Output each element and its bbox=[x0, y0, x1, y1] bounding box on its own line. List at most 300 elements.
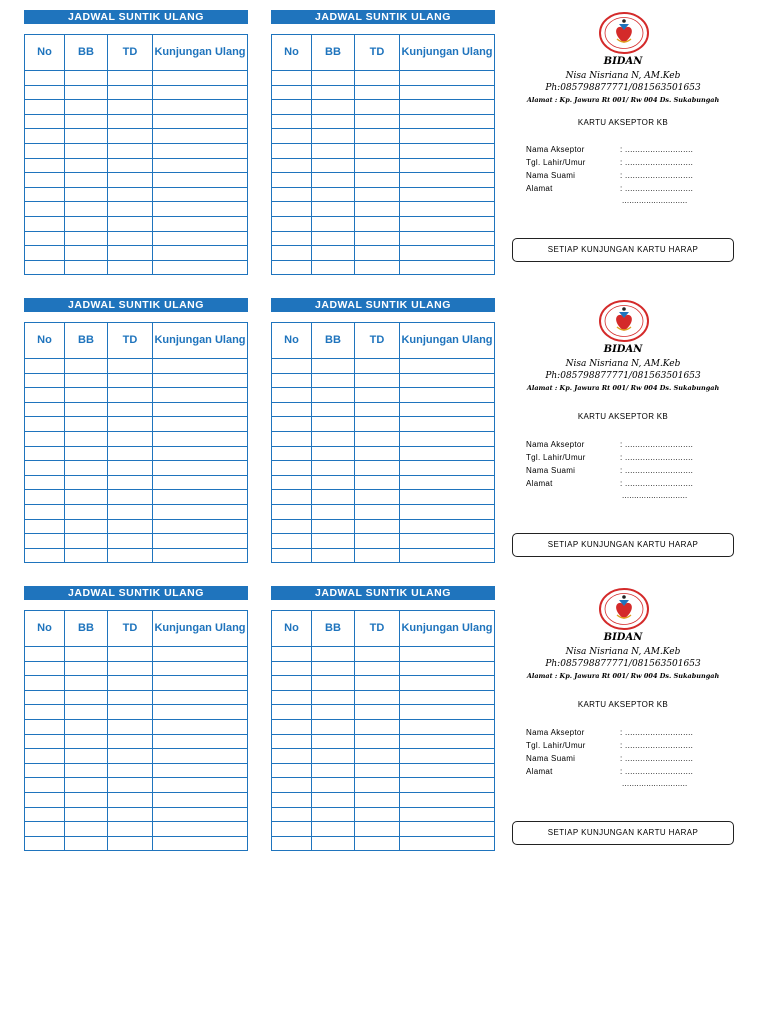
cell-no[interactable] bbox=[272, 446, 312, 461]
cell-td[interactable] bbox=[108, 676, 153, 691]
cell-no[interactable] bbox=[25, 475, 65, 490]
field-blank[interactable]: : ........................... bbox=[620, 466, 694, 475]
cell-kunjungan[interactable] bbox=[400, 661, 495, 676]
cell-no[interactable] bbox=[272, 690, 312, 705]
cell-td[interactable] bbox=[108, 661, 153, 676]
cell-kunjungan[interactable] bbox=[400, 114, 495, 129]
cell-bb[interactable] bbox=[312, 114, 355, 129]
cell-bb[interactable] bbox=[65, 246, 108, 261]
cell-bb[interactable] bbox=[312, 216, 355, 231]
cell-td[interactable] bbox=[355, 187, 400, 202]
cell-td[interactable] bbox=[108, 187, 153, 202]
cell-td[interactable] bbox=[108, 778, 153, 793]
field-blank[interactable]: : ........................... bbox=[620, 158, 694, 167]
cell-td[interactable] bbox=[355, 822, 400, 837]
cell-no[interactable] bbox=[25, 676, 65, 691]
cell-kunjungan[interactable] bbox=[153, 373, 248, 388]
cell-no[interactable] bbox=[272, 822, 312, 837]
cell-bb[interactable] bbox=[312, 676, 355, 691]
cell-bb[interactable] bbox=[312, 143, 355, 158]
cell-bb[interactable] bbox=[312, 719, 355, 734]
cell-td[interactable] bbox=[355, 504, 400, 519]
cell-bb[interactable] bbox=[312, 100, 355, 115]
cell-kunjungan[interactable] bbox=[400, 690, 495, 705]
cell-kunjungan[interactable] bbox=[400, 676, 495, 691]
cell-bb[interactable] bbox=[312, 85, 355, 100]
cell-bb[interactable] bbox=[312, 173, 355, 188]
cell-kunjungan[interactable] bbox=[153, 548, 248, 563]
cell-bb[interactable] bbox=[65, 388, 108, 403]
cell-bb[interactable] bbox=[312, 202, 355, 217]
cell-no[interactable] bbox=[25, 359, 65, 374]
cell-kunjungan[interactable] bbox=[153, 647, 248, 662]
field-blank[interactable]: : ........................... bbox=[620, 728, 694, 737]
field-alamat-continued[interactable]: ........................... bbox=[622, 779, 688, 788]
cell-no[interactable] bbox=[25, 705, 65, 720]
cell-bb[interactable] bbox=[312, 490, 355, 505]
cell-no[interactable] bbox=[25, 373, 65, 388]
cell-bb[interactable] bbox=[65, 749, 108, 764]
cell-no[interactable] bbox=[25, 792, 65, 807]
cell-no[interactable] bbox=[25, 719, 65, 734]
cell-bb[interactable] bbox=[312, 647, 355, 662]
cell-kunjungan[interactable] bbox=[153, 690, 248, 705]
cell-no[interactable] bbox=[272, 836, 312, 851]
cell-kunjungan[interactable] bbox=[153, 260, 248, 275]
cell-kunjungan[interactable] bbox=[400, 129, 495, 144]
cell-kunjungan[interactable] bbox=[400, 143, 495, 158]
cell-no[interactable] bbox=[25, 114, 65, 129]
cell-no[interactable] bbox=[272, 778, 312, 793]
cell-td[interactable] bbox=[108, 807, 153, 822]
cell-bb[interactable] bbox=[312, 246, 355, 261]
cell-kunjungan[interactable] bbox=[400, 71, 495, 86]
cell-no[interactable] bbox=[272, 807, 312, 822]
cell-no[interactable] bbox=[272, 359, 312, 374]
cell-no[interactable] bbox=[272, 373, 312, 388]
cell-kunjungan[interactable] bbox=[400, 85, 495, 100]
cell-td[interactable] bbox=[108, 504, 153, 519]
cell-kunjungan[interactable] bbox=[153, 534, 248, 549]
cell-td[interactable] bbox=[108, 519, 153, 534]
cell-no[interactable] bbox=[25, 661, 65, 676]
cell-bb[interactable] bbox=[65, 519, 108, 534]
cell-kunjungan[interactable] bbox=[153, 734, 248, 749]
cell-td[interactable] bbox=[108, 402, 153, 417]
cell-kunjungan[interactable] bbox=[153, 475, 248, 490]
cell-bb[interactable] bbox=[312, 359, 355, 374]
cell-no[interactable] bbox=[272, 246, 312, 261]
cell-kunjungan[interactable] bbox=[153, 187, 248, 202]
cell-bb[interactable] bbox=[65, 231, 108, 246]
cell-kunjungan[interactable] bbox=[400, 446, 495, 461]
field-blank[interactable]: : ........................... bbox=[620, 754, 694, 763]
cell-bb[interactable] bbox=[65, 187, 108, 202]
cell-no[interactable] bbox=[25, 143, 65, 158]
cell-no[interactable] bbox=[25, 490, 65, 505]
cell-td[interactable] bbox=[355, 534, 400, 549]
cell-no[interactable] bbox=[272, 402, 312, 417]
cell-td[interactable] bbox=[108, 446, 153, 461]
cell-no[interactable] bbox=[25, 749, 65, 764]
cell-no[interactable] bbox=[272, 792, 312, 807]
cell-bb[interactable] bbox=[65, 836, 108, 851]
cell-bb[interactable] bbox=[312, 807, 355, 822]
cell-no[interactable] bbox=[25, 187, 65, 202]
cell-bb[interactable] bbox=[312, 534, 355, 549]
cell-bb[interactable] bbox=[312, 373, 355, 388]
cell-no[interactable] bbox=[272, 461, 312, 476]
cell-no[interactable] bbox=[25, 778, 65, 793]
cell-no[interactable] bbox=[25, 461, 65, 476]
cell-bb[interactable] bbox=[65, 359, 108, 374]
cell-kunjungan[interactable] bbox=[153, 129, 248, 144]
cell-no[interactable] bbox=[25, 71, 65, 86]
cell-no[interactable] bbox=[25, 216, 65, 231]
cell-bb[interactable] bbox=[65, 534, 108, 549]
cell-no[interactable] bbox=[25, 246, 65, 261]
cell-bb[interactable] bbox=[312, 822, 355, 837]
cell-no[interactable] bbox=[272, 519, 312, 534]
cell-kunjungan[interactable] bbox=[400, 647, 495, 662]
cell-kunjungan[interactable] bbox=[153, 807, 248, 822]
cell-kunjungan[interactable] bbox=[153, 100, 248, 115]
cell-no[interactable] bbox=[272, 260, 312, 275]
cell-no[interactable] bbox=[25, 647, 65, 662]
cell-td[interactable] bbox=[108, 129, 153, 144]
cell-kunjungan[interactable] bbox=[153, 822, 248, 837]
cell-kunjungan[interactable] bbox=[153, 85, 248, 100]
cell-td[interactable] bbox=[108, 548, 153, 563]
cell-kunjungan[interactable] bbox=[153, 504, 248, 519]
cell-bb[interactable] bbox=[65, 85, 108, 100]
cell-no[interactable] bbox=[272, 504, 312, 519]
field-blank[interactable]: : ........................... bbox=[620, 145, 694, 154]
cell-kunjungan[interactable] bbox=[153, 173, 248, 188]
cell-bb[interactable] bbox=[65, 129, 108, 144]
cell-kunjungan[interactable] bbox=[400, 461, 495, 476]
cell-kunjungan[interactable] bbox=[153, 792, 248, 807]
cell-kunjungan[interactable] bbox=[153, 836, 248, 851]
cell-bb[interactable] bbox=[312, 778, 355, 793]
cell-td[interactable] bbox=[355, 85, 400, 100]
cell-bb[interactable] bbox=[65, 661, 108, 676]
cell-kunjungan[interactable] bbox=[153, 388, 248, 403]
cell-no[interactable] bbox=[272, 705, 312, 720]
cell-bb[interactable] bbox=[65, 143, 108, 158]
cell-bb[interactable] bbox=[65, 475, 108, 490]
cell-td[interactable] bbox=[355, 836, 400, 851]
cell-td[interactable] bbox=[355, 114, 400, 129]
cell-kunjungan[interactable] bbox=[400, 548, 495, 563]
cell-kunjungan[interactable] bbox=[153, 519, 248, 534]
cell-bb[interactable] bbox=[312, 402, 355, 417]
cell-no[interactable] bbox=[25, 836, 65, 851]
field-blank[interactable]: : ........................... bbox=[620, 479, 694, 488]
cell-no[interactable] bbox=[25, 822, 65, 837]
cell-td[interactable] bbox=[355, 763, 400, 778]
cell-td[interactable] bbox=[355, 705, 400, 720]
cell-no[interactable] bbox=[25, 734, 65, 749]
cell-no[interactable] bbox=[25, 158, 65, 173]
cell-bb[interactable] bbox=[65, 822, 108, 837]
cell-no[interactable] bbox=[272, 734, 312, 749]
cell-bb[interactable] bbox=[312, 158, 355, 173]
cell-no[interactable] bbox=[25, 431, 65, 446]
cell-bb[interactable] bbox=[65, 100, 108, 115]
cell-kunjungan[interactable] bbox=[400, 792, 495, 807]
cell-bb[interactable] bbox=[65, 548, 108, 563]
cell-td[interactable] bbox=[108, 534, 153, 549]
cell-td[interactable] bbox=[355, 778, 400, 793]
cell-kunjungan[interactable] bbox=[400, 260, 495, 275]
cell-no[interactable] bbox=[25, 763, 65, 778]
field-blank[interactable]: : ........................... bbox=[620, 184, 694, 193]
cell-kunjungan[interactable] bbox=[153, 71, 248, 86]
cell-kunjungan[interactable] bbox=[153, 676, 248, 691]
cell-td[interactable] bbox=[355, 519, 400, 534]
cell-no[interactable] bbox=[25, 548, 65, 563]
cell-kunjungan[interactable] bbox=[400, 216, 495, 231]
cell-no[interactable] bbox=[272, 114, 312, 129]
cell-kunjungan[interactable] bbox=[400, 504, 495, 519]
cell-td[interactable] bbox=[108, 100, 153, 115]
cell-td[interactable] bbox=[355, 373, 400, 388]
cell-bb[interactable] bbox=[65, 676, 108, 691]
cell-bb[interactable] bbox=[65, 504, 108, 519]
cell-kunjungan[interactable] bbox=[153, 417, 248, 432]
cell-kunjungan[interactable] bbox=[153, 216, 248, 231]
cell-td[interactable] bbox=[355, 807, 400, 822]
cell-no[interactable] bbox=[272, 85, 312, 100]
cell-kunjungan[interactable] bbox=[400, 778, 495, 793]
cell-td[interactable] bbox=[355, 719, 400, 734]
cell-td[interactable] bbox=[355, 246, 400, 261]
cell-kunjungan[interactable] bbox=[400, 534, 495, 549]
cell-no[interactable] bbox=[272, 661, 312, 676]
cell-td[interactable] bbox=[108, 417, 153, 432]
cell-td[interactable] bbox=[355, 71, 400, 86]
cell-bb[interactable] bbox=[65, 173, 108, 188]
cell-td[interactable] bbox=[355, 475, 400, 490]
cell-td[interactable] bbox=[108, 719, 153, 734]
cell-no[interactable] bbox=[25, 519, 65, 534]
cell-td[interactable] bbox=[108, 114, 153, 129]
cell-no[interactable] bbox=[272, 388, 312, 403]
cell-td[interactable] bbox=[355, 749, 400, 764]
cell-no[interactable] bbox=[272, 749, 312, 764]
cell-td[interactable] bbox=[108, 822, 153, 837]
cell-td[interactable] bbox=[108, 216, 153, 231]
cell-td[interactable] bbox=[108, 836, 153, 851]
cell-no[interactable] bbox=[25, 690, 65, 705]
cell-bb[interactable] bbox=[65, 417, 108, 432]
cell-bb[interactable] bbox=[65, 734, 108, 749]
cell-bb[interactable] bbox=[65, 431, 108, 446]
cell-bb[interactable] bbox=[65, 705, 108, 720]
cell-kunjungan[interactable] bbox=[400, 359, 495, 374]
cell-td[interactable] bbox=[355, 100, 400, 115]
cell-kunjungan[interactable] bbox=[400, 719, 495, 734]
cell-td[interactable] bbox=[108, 475, 153, 490]
cell-no[interactable] bbox=[25, 100, 65, 115]
cell-kunjungan[interactable] bbox=[400, 705, 495, 720]
cell-bb[interactable] bbox=[65, 792, 108, 807]
cell-bb[interactable] bbox=[65, 446, 108, 461]
cell-no[interactable] bbox=[25, 388, 65, 403]
cell-bb[interactable] bbox=[312, 519, 355, 534]
cell-no[interactable] bbox=[25, 260, 65, 275]
field-blank[interactable]: : ........................... bbox=[620, 440, 694, 449]
cell-no[interactable] bbox=[272, 475, 312, 490]
cell-td[interactable] bbox=[355, 129, 400, 144]
cell-kunjungan[interactable] bbox=[400, 822, 495, 837]
cell-bb[interactable] bbox=[312, 388, 355, 403]
cell-kunjungan[interactable] bbox=[400, 431, 495, 446]
cell-td[interactable] bbox=[355, 143, 400, 158]
cell-kunjungan[interactable] bbox=[153, 778, 248, 793]
field-blank[interactable]: : ........................... bbox=[620, 453, 694, 462]
cell-bb[interactable] bbox=[312, 231, 355, 246]
cell-no[interactable] bbox=[272, 187, 312, 202]
cell-td[interactable] bbox=[108, 431, 153, 446]
cell-no[interactable] bbox=[272, 534, 312, 549]
cell-kunjungan[interactable] bbox=[153, 431, 248, 446]
cell-td[interactable] bbox=[355, 792, 400, 807]
cell-no[interactable] bbox=[25, 85, 65, 100]
cell-td[interactable] bbox=[108, 85, 153, 100]
cell-kunjungan[interactable] bbox=[153, 246, 248, 261]
cell-td[interactable] bbox=[355, 690, 400, 705]
cell-kunjungan[interactable] bbox=[400, 173, 495, 188]
cell-bb[interactable] bbox=[312, 446, 355, 461]
cell-td[interactable] bbox=[108, 461, 153, 476]
cell-bb[interactable] bbox=[312, 836, 355, 851]
cell-kunjungan[interactable] bbox=[400, 187, 495, 202]
cell-bb[interactable] bbox=[312, 705, 355, 720]
cell-td[interactable] bbox=[108, 359, 153, 374]
cell-td[interactable] bbox=[108, 71, 153, 86]
cell-no[interactable] bbox=[272, 129, 312, 144]
cell-td[interactable] bbox=[108, 705, 153, 720]
cell-no[interactable] bbox=[25, 129, 65, 144]
cell-kunjungan[interactable] bbox=[400, 475, 495, 490]
cell-kunjungan[interactable] bbox=[400, 231, 495, 246]
cell-no[interactable] bbox=[272, 719, 312, 734]
cell-td[interactable] bbox=[355, 647, 400, 662]
cell-kunjungan[interactable] bbox=[400, 836, 495, 851]
cell-td[interactable] bbox=[355, 490, 400, 505]
cell-no[interactable] bbox=[25, 446, 65, 461]
cell-no[interactable] bbox=[272, 173, 312, 188]
cell-no[interactable] bbox=[25, 534, 65, 549]
cell-no[interactable] bbox=[272, 202, 312, 217]
cell-td[interactable] bbox=[355, 417, 400, 432]
cell-bb[interactable] bbox=[65, 202, 108, 217]
cell-td[interactable] bbox=[355, 231, 400, 246]
cell-bb[interactable] bbox=[65, 807, 108, 822]
cell-kunjungan[interactable] bbox=[400, 734, 495, 749]
cell-bb[interactable] bbox=[312, 661, 355, 676]
cell-td[interactable] bbox=[108, 202, 153, 217]
cell-no[interactable] bbox=[272, 231, 312, 246]
cell-kunjungan[interactable] bbox=[153, 359, 248, 374]
cell-kunjungan[interactable] bbox=[400, 246, 495, 261]
cell-td[interactable] bbox=[108, 690, 153, 705]
cell-td[interactable] bbox=[108, 246, 153, 261]
cell-kunjungan[interactable] bbox=[400, 763, 495, 778]
cell-kunjungan[interactable] bbox=[400, 807, 495, 822]
cell-td[interactable] bbox=[355, 260, 400, 275]
cell-td[interactable] bbox=[355, 202, 400, 217]
cell-no[interactable] bbox=[272, 763, 312, 778]
cell-no[interactable] bbox=[272, 158, 312, 173]
field-blank[interactable]: : ........................... bbox=[620, 171, 694, 180]
cell-kunjungan[interactable] bbox=[153, 461, 248, 476]
cell-kunjungan[interactable] bbox=[153, 114, 248, 129]
cell-td[interactable] bbox=[108, 231, 153, 246]
field-alamat-continued[interactable]: ........................... bbox=[622, 491, 688, 500]
cell-bb[interactable] bbox=[65, 114, 108, 129]
cell-kunjungan[interactable] bbox=[153, 158, 248, 173]
cell-td[interactable] bbox=[355, 388, 400, 403]
cell-no[interactable] bbox=[272, 548, 312, 563]
cell-bb[interactable] bbox=[312, 548, 355, 563]
cell-kunjungan[interactable] bbox=[153, 402, 248, 417]
cell-td[interactable] bbox=[108, 173, 153, 188]
cell-td[interactable] bbox=[355, 173, 400, 188]
cell-kunjungan[interactable] bbox=[400, 417, 495, 432]
cell-bb[interactable] bbox=[312, 690, 355, 705]
cell-bb[interactable] bbox=[312, 763, 355, 778]
cell-no[interactable] bbox=[25, 417, 65, 432]
cell-no[interactable] bbox=[272, 490, 312, 505]
cell-kunjungan[interactable] bbox=[153, 202, 248, 217]
cell-kunjungan[interactable] bbox=[153, 661, 248, 676]
cell-no[interactable] bbox=[272, 431, 312, 446]
cell-kunjungan[interactable] bbox=[400, 519, 495, 534]
cell-no[interactable] bbox=[272, 417, 312, 432]
cell-td[interactable] bbox=[355, 446, 400, 461]
cell-bb[interactable] bbox=[312, 431, 355, 446]
cell-bb[interactable] bbox=[65, 216, 108, 231]
cell-no[interactable] bbox=[272, 676, 312, 691]
cell-td[interactable] bbox=[355, 661, 400, 676]
cell-bb[interactable] bbox=[65, 373, 108, 388]
field-blank[interactable]: : ........................... bbox=[620, 741, 694, 750]
cell-kunjungan[interactable] bbox=[400, 490, 495, 505]
cell-bb[interactable] bbox=[65, 490, 108, 505]
cell-bb[interactable] bbox=[312, 504, 355, 519]
cell-bb[interactable] bbox=[312, 792, 355, 807]
cell-td[interactable] bbox=[355, 548, 400, 563]
field-alamat-continued[interactable]: ........................... bbox=[622, 196, 688, 205]
cell-kunjungan[interactable] bbox=[153, 705, 248, 720]
cell-bb[interactable] bbox=[65, 461, 108, 476]
cell-kunjungan[interactable] bbox=[400, 402, 495, 417]
cell-td[interactable] bbox=[108, 647, 153, 662]
cell-no[interactable] bbox=[25, 231, 65, 246]
cell-kunjungan[interactable] bbox=[153, 749, 248, 764]
cell-td[interactable] bbox=[108, 792, 153, 807]
cell-no[interactable] bbox=[272, 71, 312, 86]
cell-bb[interactable] bbox=[65, 402, 108, 417]
cell-no[interactable] bbox=[272, 143, 312, 158]
cell-td[interactable] bbox=[355, 359, 400, 374]
cell-td[interactable] bbox=[355, 158, 400, 173]
cell-td[interactable] bbox=[108, 158, 153, 173]
cell-td[interactable] bbox=[355, 676, 400, 691]
